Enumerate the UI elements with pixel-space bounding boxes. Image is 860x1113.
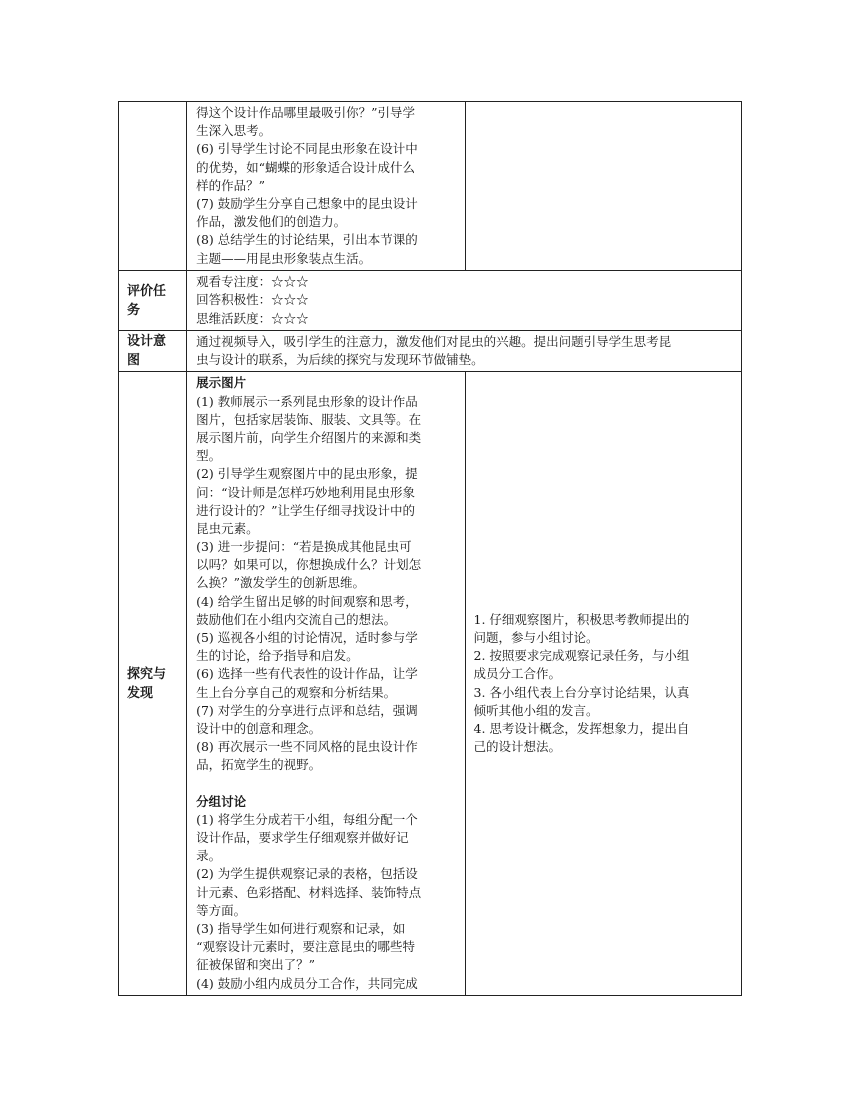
label-line: 图: [127, 353, 141, 369]
design-intent-content: [187, 331, 742, 372]
evaluation-content: [187, 271, 742, 331]
continuation-teacher-cell: [187, 102, 465, 271]
text-line: 计元素、色彩搭配、材料选择、装饰特点: [196, 884, 422, 900]
text-line: (6) 选择一些有代表性的设计作品，让学: [196, 666, 418, 682]
text-line: 以吗？如果可以，你想换成什么？计划怎: [196, 557, 422, 573]
text-line: 己的设计想法。: [473, 739, 562, 755]
text-line: 录。: [196, 848, 222, 864]
text-line: 生上台分享自己的观察和分析结果。: [196, 684, 397, 700]
text-line: 昆虫元素。: [196, 520, 259, 536]
text-line: 设计作品，要求学生仔细观察并做好记: [196, 830, 409, 846]
explore-label: [119, 372, 187, 995]
evaluation-label: [119, 271, 187, 331]
continuation-label-cell: [119, 102, 187, 271]
evaluation-item: 思维活跃度：☆☆☆: [196, 310, 309, 326]
section-heading: 分组讨论: [196, 793, 247, 809]
text-line: 3. 各小组代表上台分享讨论结果，认真: [473, 684, 690, 700]
text-line: 得这个设计作品哪里最吸引你？”引导学: [196, 105, 415, 120]
continuation-row: [119, 102, 742, 271]
text-line: (2) 引导学生观察图片中的昆虫形象，提: [196, 466, 418, 482]
continuation-student-cell: [465, 102, 741, 271]
text-line: (1) 教师展示一系列昆虫形象的设计作品: [196, 393, 418, 409]
label-line: 设计意: [127, 334, 167, 350]
text-line: (7) 对学生的分享进行点评和总结，强调: [196, 702, 418, 718]
text-line: 倾听其他小组的发言。: [473, 702, 599, 718]
text-line: 样的作品？”: [196, 177, 265, 193]
text-line: 成员分工合作。: [473, 666, 562, 682]
text-line: (3) 进一步提问：“若是换成其他昆虫可: [196, 539, 412, 555]
text-line: 4. 思考设计概念，发挥想象力，提出自: [473, 720, 690, 736]
text-line: 主题——用昆虫形象装点生活。: [196, 250, 372, 266]
text-line: 么换？”激发学生的创新思维。: [196, 575, 365, 591]
text-line: (4) 给学生留出足够的时间观察和思考，: [196, 593, 418, 609]
text-line: (2) 为学生提供观察记录的表格，包括设: [196, 866, 418, 882]
text-line: 生深入思考。: [196, 123, 272, 139]
label-line: 发现: [127, 685, 154, 701]
text-line: (7) 鼓励学生分享自己想象中的昆虫设计: [196, 195, 418, 211]
text-line: 的优势，如“蝴蝶的形象适合设计成什么: [196, 159, 415, 175]
text-line: 图片，包括家居装饰、服装、文具等。在: [196, 411, 422, 427]
spacer: [196, 775, 458, 793]
text-line: 1. 仔细观察图片，积极思考教师提出的: [473, 611, 690, 627]
label-line: 探究与: [127, 666, 167, 682]
text-line: 等方面。: [196, 902, 247, 918]
text-line: (6) 引导学生讨论不同昆虫形象在设计中: [196, 141, 418, 157]
text-line: 2. 按照要求完成观察记录任务，与小组: [473, 648, 690, 664]
explore-teacher-cell: [187, 372, 465, 995]
design-intent-label: [119, 331, 187, 372]
text-line: (8) 再次展示一些不同风格的昆虫设计作: [196, 739, 418, 755]
text-line: 进行设计的？”让学生仔细寻找设计中的: [196, 502, 415, 518]
text-line: 问题，参与小组讨论。: [473, 630, 599, 645]
text-line: 展示图片前，向学生介绍图片的来源和类: [196, 429, 422, 445]
text-line: “观察设计元素时，要注意昆虫的哪些特: [196, 939, 415, 955]
text-line: 型。: [196, 448, 222, 464]
text-line: (5) 巡视各小组的讨论情况，适时参与学: [196, 630, 418, 645]
text-line: 通过视频导入，吸引学生的注意力，激发他们对昆虫的兴趣。提出问题引导学生思考昆: [196, 334, 672, 349]
text-line: (4) 鼓励小组内成员分工合作，共同完成: [196, 975, 418, 991]
text-line: 鼓励他们在小组内交流自己的想法。: [196, 611, 397, 627]
evaluation-row: [119, 271, 742, 331]
explore-row: [119, 372, 742, 995]
text-line: 征被保留和突出了？”: [196, 957, 315, 973]
text-line: (8) 总结学生的讨论结果，引出本节课的: [196, 232, 418, 248]
text-line: 品，拓宽学生的视野。: [196, 757, 322, 773]
evaluation-item: 观看专注度：☆☆☆: [196, 274, 309, 290]
label-line: 评价任: [127, 283, 167, 299]
text-line: (1) 将学生分成若干小组，每组分配一个: [196, 811, 418, 827]
evaluation-item: 回答积极性：☆☆☆: [196, 292, 309, 308]
text-line: 虫与设计的联系，为后续的探究与发现环节做铺垫。: [196, 352, 484, 368]
text-line: 设计中的创意和理念。: [196, 720, 322, 736]
text-line: (3) 指导学生如何进行观察和记录，如: [196, 921, 406, 936]
explore-student-cell: [465, 372, 741, 995]
text-line: 问：“设计师是怎样巧妙地利用昆虫形象: [196, 484, 415, 500]
section-heading: 展示图片: [196, 375, 247, 391]
label-line: 务: [127, 302, 141, 318]
design-intent-row: [119, 331, 742, 372]
text-line: 作品，激发他们的创造力。: [196, 214, 347, 230]
lesson-plan-table: [118, 101, 742, 996]
text-line: 生的讨论，给予指导和启发。: [196, 648, 359, 664]
